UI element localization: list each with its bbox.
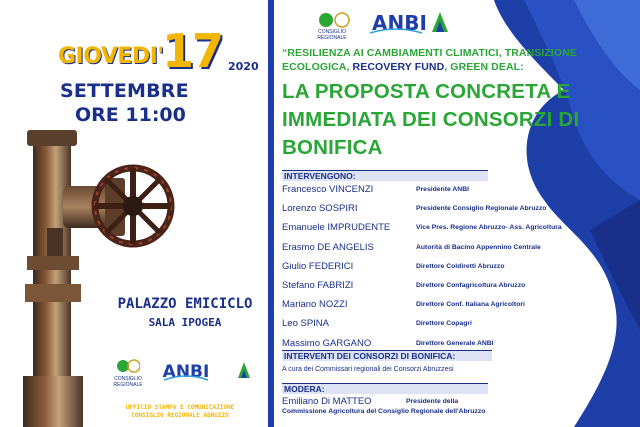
anbi-logo-mark	[162, 360, 210, 382]
speaker-name: Stefano FABRIZI	[282, 279, 354, 291]
moderator-role-line1: Presidente della	[406, 398, 459, 405]
speaker-role: Autorità di Bacino Appennino Centrale	[416, 243, 541, 251]
press-office-line2: CONSIGLIO REGIONALE ABRUZZO	[131, 412, 229, 419]
svg-text:ANBI: ANBI	[162, 362, 210, 382]
moderator-header: MODERA:	[282, 383, 488, 394]
year: 2020	[228, 60, 259, 73]
moderator-name: Emiliano Di MATTEO	[282, 396, 372, 407]
day-label: GIOVEDI'	[58, 44, 164, 69]
top-regional-council-text: CONSIGLIO REGIONALE	[317, 29, 347, 41]
speaker-name: Francesco VINCENZI	[282, 184, 374, 195]
speaker-role: Vice Pres. Regione Abruzzo- Ass. Agricoltura	[416, 224, 562, 232]
subtitle-highlight: RECOVERY FUND	[352, 61, 445, 73]
speaker-row	[282, 220, 582, 239]
day-number: 17	[162, 24, 223, 78]
abruzzo-region-logo	[234, 360, 254, 382]
speaker-role: Direttore Conf. Italiana Agricoltori	[416, 301, 525, 309]
event-date	[58, 24, 259, 80]
speaker-row	[282, 240, 582, 259]
speakers-header: INTERVENGONO:	[282, 170, 488, 181]
speaker-name: Mariano NOZZI	[282, 299, 348, 311]
subtitle-part1: “RESILIENZA AI CAMBIAMENTI CLIMATICI, TRANSIZIONE ECOLOGICA,	[282, 47, 577, 73]
press-office-credit	[110, 404, 250, 420]
speaker-name: Giulio FEDERICI	[282, 260, 354, 272]
poster-left-panel	[0, 0, 268, 427]
consorzi-header: INTERVENTI DEI CONSORZI DI BONIFICA:	[282, 350, 492, 361]
speaker-name: Emanuele IMPRUDENTE	[282, 222, 391, 234]
event-subtitle	[282, 46, 636, 74]
speaker-row	[282, 201, 582, 220]
speaker-name: Lorenzo SOSPIRI	[282, 203, 358, 215]
event-time: ORE 11:00	[75, 104, 186, 126]
regional-council-emblem-icon	[116, 358, 140, 374]
press-office-line1: UFFICIO STAMPA E COMUNICAZIONE	[125, 404, 235, 411]
subtitle-part2: , GREEN DEAL:	[444, 61, 524, 73]
speaker-role: Presidente ANBI	[416, 186, 470, 193]
venue-name: PALAZZO EMICICLO	[117, 296, 253, 312]
consorzi-note: A cura dei Commissari regionali dei Consorzi Abruzzesi	[282, 366, 454, 373]
top-logos	[298, 8, 478, 41]
speakers-list	[282, 182, 582, 355]
speaker-role: Direttore Confagricoltura Abruzzo	[416, 281, 526, 289]
speaker-row	[282, 259, 582, 278]
speaker-row	[282, 182, 582, 201]
regional-council-logo	[108, 358, 148, 388]
speaker-row	[282, 316, 582, 335]
svg-text:ANBI: ANBI	[372, 11, 427, 35]
abruzzo-emblem-icon	[236, 360, 252, 380]
speaker-role: Presidente Consiglio Regionale Abruzzo	[416, 205, 547, 213]
speaker-name: Erasmo DE ANGELIS	[282, 241, 374, 253]
venue-room: SALA IPOGEA	[148, 316, 222, 329]
anbi-logo	[160, 360, 212, 384]
month: SETTEMBRE	[60, 80, 189, 102]
moderator-role-line2: Commissione Agricoltura del Consiglio Regionale dell'Abruzzo	[282, 408, 486, 415]
speaker-name: Leo SPINA	[282, 318, 329, 330]
speaker-role: Direttore Copagri	[416, 320, 472, 328]
poster-right-panel	[274, 0, 640, 427]
speaker-role: Direttore Coldiretti Abruzzo	[416, 262, 505, 270]
event-headline: LA PROPOSTA CONCRETA E IMMEDIATA DEI CONSORZI DI BONIFICA	[282, 80, 580, 159]
speaker-role: Direttore Generale ANBI	[416, 339, 494, 347]
speaker-row	[282, 297, 582, 316]
regional-council-logo-text: CONSIGLIO REGIONALE	[113, 376, 143, 388]
speaker-name: Massimo GARGANO	[282, 337, 372, 349]
speaker-row	[282, 278, 582, 297]
rusty-valve-illustration	[5, 126, 175, 427]
